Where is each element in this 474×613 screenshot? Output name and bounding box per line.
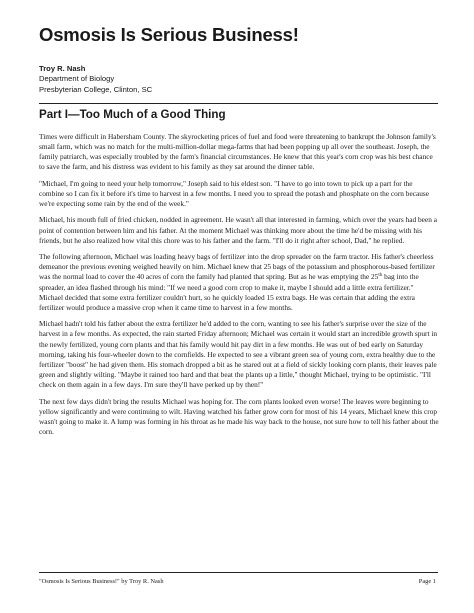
paragraph-4-part-2: bag into the spreader, an idea flashed through his mind: "If we need a good corn crop to make it, maybe I should add a little extra fertilizer." Michael decided that some extra fertilizer couldn't hurt, so he quickly loaded 15 extra bags. He was certain that adding the extra fertilizer would produce a massive crop when it came time to harvest in a few months.: [39, 272, 419, 312]
body-text: [39, 132, 439, 443]
paragraph-4-part-1: The following afternoon, Michael was loading heavy bags of fertilizer into the drop spreader on the farm tractor. His father's cheerless demeanor the previous evening weighed heavily on him. Michael knew that 25 bags of the potassium and phosphorous-based fertilizer was the normal load to cover the 40 acres of corn the family had planted that spring. But as he was emptying the 25: [39, 252, 435, 282]
footer-citation: "Osmosis Is Serious Business!" by Troy R. Nash: [39, 578, 164, 585]
paragraph-1: Times were difficult in Habersham County. The skyrocketing prices of fuel and food were threatening to bankrupt the Johnson family's small farm, which was no match for the multi-million-dollar mega-farms that had been popping up all over the southeast. Joseph, the family patriarch, was especially troubled by the farm's financial circumstances. He knew that this year's corn crop was his best chance to save the farm, and his distress was evident to his family as they sat around the dinner table.: [39, 132, 436, 172]
page-number: Page 1: [418, 578, 436, 585]
author-block: [39, 64, 152, 95]
author-department: Department of Biology: [39, 74, 115, 84]
part-heading: Part I—Too Much of a Good Thing: [39, 108, 226, 121]
paragraph-2: "Michael, I'm going to need your help tomorrow," Joseph said to his eldest son. "I have to go into town to pick up a part for the combine so I can fix it before it's time to harvest in a few months. I need you to spread the potash and phosphate on the corn because we're expecting some rain by the end of the week.": [39, 178, 430, 209]
ordinal-suffix: th: [378, 273, 383, 279]
author-name: Troy R. Nash: [39, 64, 86, 73]
paragraph-6: The next few days didn't bring the results Michael was hoping for. The corn plants looked even worse! The leaves were beginning to yellow significantly and were continuing to wilt. Having watched his father grow corn for most of his 14 years, Michael knew this crop wasn't going to make it. A lump was forming in his throat as he made his way back to the house, not sure how to tell his father about the corn.: [39, 396, 439, 436]
header-divider: [39, 103, 438, 104]
author-institution: Presbyterian College, Clinton, SC: [39, 84, 153, 94]
paragraph-3: Michael, his mouth full of fried chicken, nodded in agreement. He wasn't all that interested in farming, which over the years had been a point of contention between him and his father. At the moment Michael was thinking more about the time he'd be missing with his friends, but he also realized how vital this chore was to his father and the farm. "I'll do it right after school, Dad," he replied.: [39, 215, 437, 245]
paragraph-5: Michael hadn't told his father about the extra fertilizer he'd added to the corn, wanting to see his father's surprise over the size of the harvest in a few months. As expected, the rain started Friday afternoon; Michael was certain it would start an incredible growth spurt in the newly fertilized, young corn plants and that his family would hit pay dirt in a few months. He was out of bed early on Saturday morning, taking his four-wheeler down to the cornfields. He expected to see a vibrant green sea of young corn, extra healthy due to the fertilizer "boost" he had given them. His stomach dropped a bit as he stared out at a field of sickly looking corn plants, their leaves pale green and slightly wilting. "Maybe it rained too hard and that beat the plants up a little," thought Michael, trying to be optimistic. "I'll check on them again in a few days. I'm sure they'll have perked up by then!": [39, 319, 438, 390]
document-title: Osmosis Is Serious Business!: [39, 24, 299, 45]
paragraph-4: [39, 252, 439, 313]
footer-divider: [39, 572, 438, 573]
